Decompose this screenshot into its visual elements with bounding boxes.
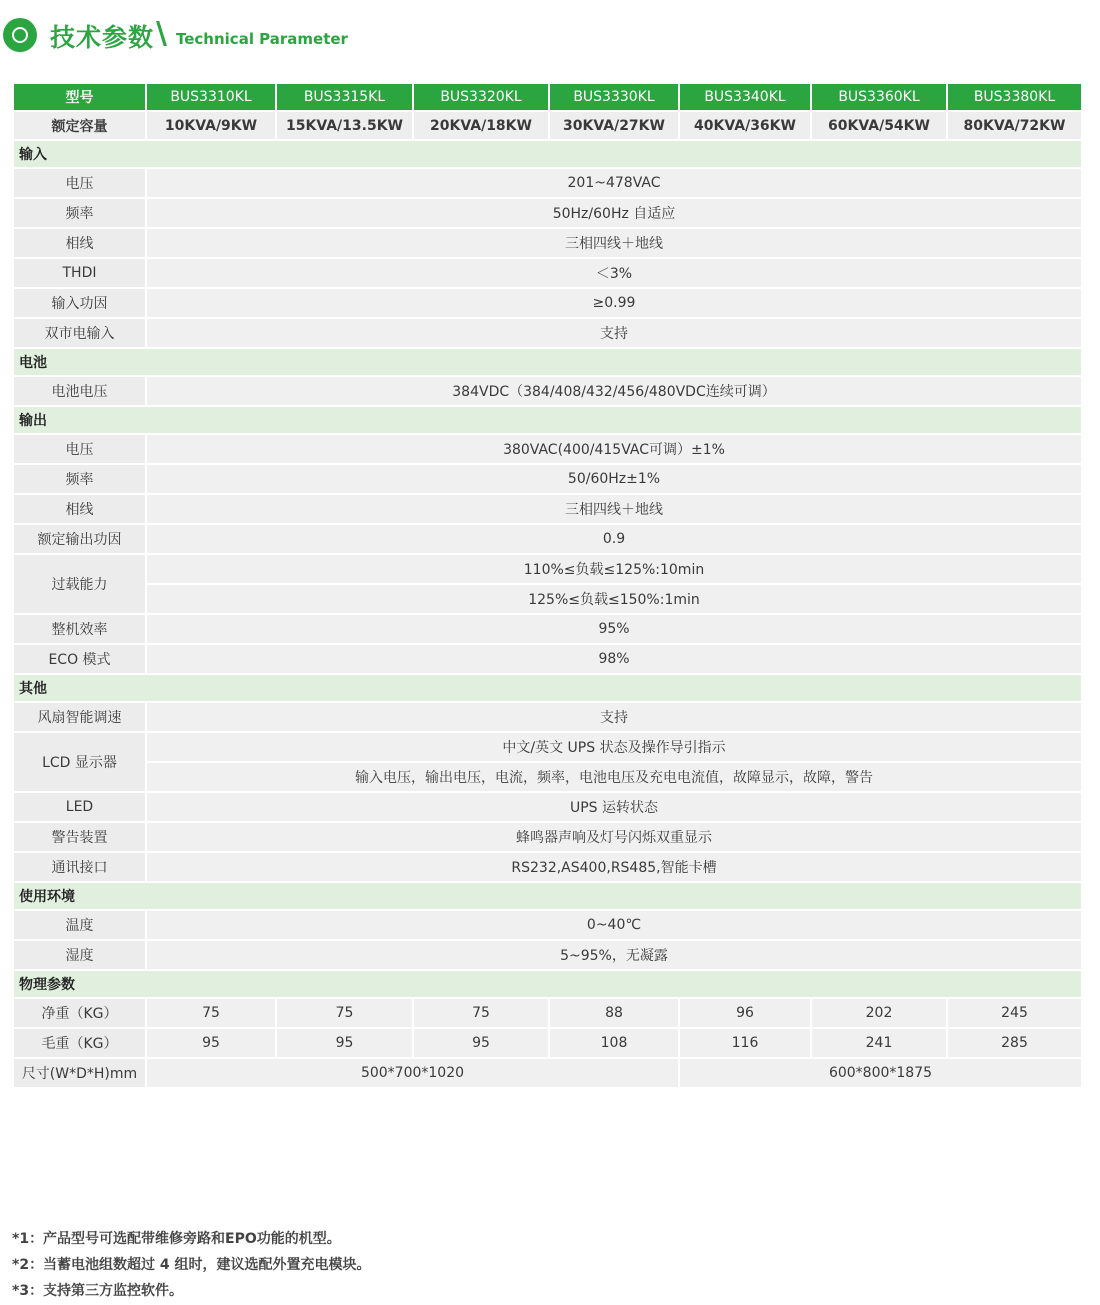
table-row (13, 584, 1082, 614)
section-title: 物理参数 (13, 970, 1082, 998)
capacity-cell: 40KVA/36KW (679, 111, 811, 140)
footnotes (12, 1226, 371, 1304)
weight-cell: 96 (679, 998, 811, 1028)
capacity-cell: 15KVA/13.5KW (276, 111, 413, 140)
weight-cell: 285 (947, 1028, 1082, 1058)
section-input (13, 140, 1082, 168)
row-label: ECO 模式 (13, 644, 146, 674)
row-label: THDI (13, 258, 146, 288)
weight-cell: 75 (146, 998, 276, 1028)
row-value: RS232,AS400,RS485,智能卡槽 (146, 852, 1082, 882)
row-value: 蜂鸣器声响及灯号闪烁双重显示 (146, 822, 1082, 852)
table-row (13, 494, 1082, 524)
table-row (13, 998, 1082, 1028)
table-row (13, 288, 1082, 318)
section-physical (13, 970, 1082, 998)
row-value: ＜3% (146, 258, 1082, 288)
row-label: 尺寸(W*D*H)mm (13, 1058, 146, 1088)
row-label: 额定输出功因 (13, 524, 146, 554)
model-label: 型号 (13, 83, 146, 111)
row-label: 整机效率 (13, 614, 146, 644)
table-row (13, 228, 1082, 258)
table-row (13, 822, 1082, 852)
title-english: Technical Parameter (176, 30, 348, 48)
row-label: 双市电输入 (13, 318, 146, 348)
row-label: 频率 (13, 464, 146, 494)
row-value: 201~478VAC (146, 168, 1082, 198)
row-value: ≥0.99 (146, 288, 1082, 318)
weight-cell: 241 (811, 1028, 947, 1058)
row-value: 输入电压，输出电压，电流，频率，电池电压及充电电流值，故障显示，故障，警告 (146, 762, 1082, 792)
section-title: 电池 (13, 348, 1082, 376)
table-row (13, 554, 1082, 584)
weight-cell: 88 (549, 998, 679, 1028)
capacity-label: 额定容量 (13, 111, 146, 140)
row-label: 警告装置 (13, 822, 146, 852)
footnote: *2：当蓄电池组数超过 4 组时，建议选配外置充电模块。 (12, 1257, 371, 1273)
row-label: 通讯接口 (13, 852, 146, 882)
table-row (13, 434, 1082, 464)
table-row (13, 168, 1082, 198)
section-environment (13, 882, 1082, 910)
row-value: 5~95%，无凝露 (146, 940, 1082, 970)
section-title: 输入 (13, 140, 1082, 168)
row-value: 125%≤负载≤150%:1min (146, 584, 1082, 614)
row-value: 384VDC（384/408/432/456/480VDC连续可调） (146, 376, 1082, 406)
table-row (13, 524, 1082, 554)
page-header (0, 12, 400, 60)
logo-icon (3, 18, 37, 52)
dimension-cell: 600*800*1875 (679, 1058, 1082, 1088)
row-label: 毛重（KG） (13, 1028, 146, 1058)
section-battery (13, 348, 1082, 376)
row-label: 电压 (13, 434, 146, 464)
row-value: 50/60Hz±1% (146, 464, 1082, 494)
weight-cell: 95 (146, 1028, 276, 1058)
row-value: 380VAC(400/415VAC可调）±1% (146, 434, 1082, 464)
model-cell: BUS3315KL (276, 83, 413, 111)
row-label: 净重（KG） (13, 998, 146, 1028)
table-row (13, 852, 1082, 882)
section-title: 输出 (13, 406, 1082, 434)
row-label: 湿度 (13, 940, 146, 970)
table-row (13, 318, 1082, 348)
weight-cell: 108 (549, 1028, 679, 1058)
title-slash: \ (156, 16, 167, 51)
model-row (13, 83, 1082, 111)
weight-cell: 95 (413, 1028, 549, 1058)
capacity-cell: 10KVA/9KW (146, 111, 276, 140)
spec-table (12, 82, 1083, 1089)
table-row (13, 376, 1082, 406)
row-label: 温度 (13, 910, 146, 940)
footnote: *1：产品型号可选配带维修旁路和EPO功能的机型。 (12, 1231, 341, 1247)
row-value: 三相四线＋地线 (146, 494, 1082, 524)
row-label: 频率 (13, 198, 146, 228)
weight-cell: 202 (811, 998, 947, 1028)
dimension-cell: 500*700*1020 (146, 1058, 679, 1088)
table-row (13, 614, 1082, 644)
capacity-cell: 80KVA/72KW (947, 111, 1082, 140)
table-row (13, 644, 1082, 674)
row-label: 过载能力 (13, 554, 146, 614)
table-row (13, 762, 1082, 792)
row-label: LED (13, 792, 146, 822)
footnote: *3：支持第三方监控软件。 (12, 1283, 184, 1299)
row-value: 95% (146, 614, 1082, 644)
table-row (13, 198, 1082, 228)
table-row (13, 258, 1082, 288)
row-label: 风扇智能调速 (13, 702, 146, 732)
row-label: 相线 (13, 494, 146, 524)
row-value: 支持 (146, 702, 1082, 732)
capacity-cell: 30KVA/27KW (549, 111, 679, 140)
table-row (13, 702, 1082, 732)
row-value: 110%≤负载≤125%:10min (146, 554, 1082, 584)
row-value: 0~40℃ (146, 910, 1082, 940)
row-label: LCD 显示器 (13, 732, 146, 792)
row-label: 相线 (13, 228, 146, 258)
section-other (13, 674, 1082, 702)
table-row (13, 910, 1082, 940)
section-title: 使用环境 (13, 882, 1082, 910)
table-row (13, 1028, 1082, 1058)
row-label: 电池电压 (13, 376, 146, 406)
row-value: 中文/英文 UPS 状态及操作导引指示 (146, 732, 1082, 762)
row-label: 电压 (13, 168, 146, 198)
row-value: 98% (146, 644, 1082, 674)
weight-cell: 75 (413, 998, 549, 1028)
table-row (13, 464, 1082, 494)
row-label: 输入功因 (13, 288, 146, 318)
table-row (13, 792, 1082, 822)
table-row (13, 732, 1082, 762)
row-value: 支持 (146, 318, 1082, 348)
table-row (13, 940, 1082, 970)
weight-cell: 116 (679, 1028, 811, 1058)
row-value: UPS 运转状态 (146, 792, 1082, 822)
model-cell: BUS3380KL (947, 83, 1082, 111)
weight-cell: 245 (947, 998, 1082, 1028)
capacity-cell: 60KVA/54KW (811, 111, 947, 140)
model-cell: BUS3320KL (413, 83, 549, 111)
row-value: 三相四线＋地线 (146, 228, 1082, 258)
section-title: 其他 (13, 674, 1082, 702)
weight-cell: 75 (276, 998, 413, 1028)
table-row (13, 1058, 1082, 1088)
capacity-cell: 20KVA/18KW (413, 111, 549, 140)
model-cell: BUS3360KL (811, 83, 947, 111)
model-cell: BUS3330KL (549, 83, 679, 111)
model-cell: BUS3310KL (146, 83, 276, 111)
capacity-row (13, 111, 1082, 140)
weight-cell: 95 (276, 1028, 413, 1058)
title-chinese: 技术参数 (50, 23, 155, 52)
model-cell: BUS3340KL (679, 83, 811, 111)
row-value: 0.9 (146, 524, 1082, 554)
row-value: 50Hz/60Hz 自适应 (146, 198, 1082, 228)
section-output (13, 406, 1082, 434)
